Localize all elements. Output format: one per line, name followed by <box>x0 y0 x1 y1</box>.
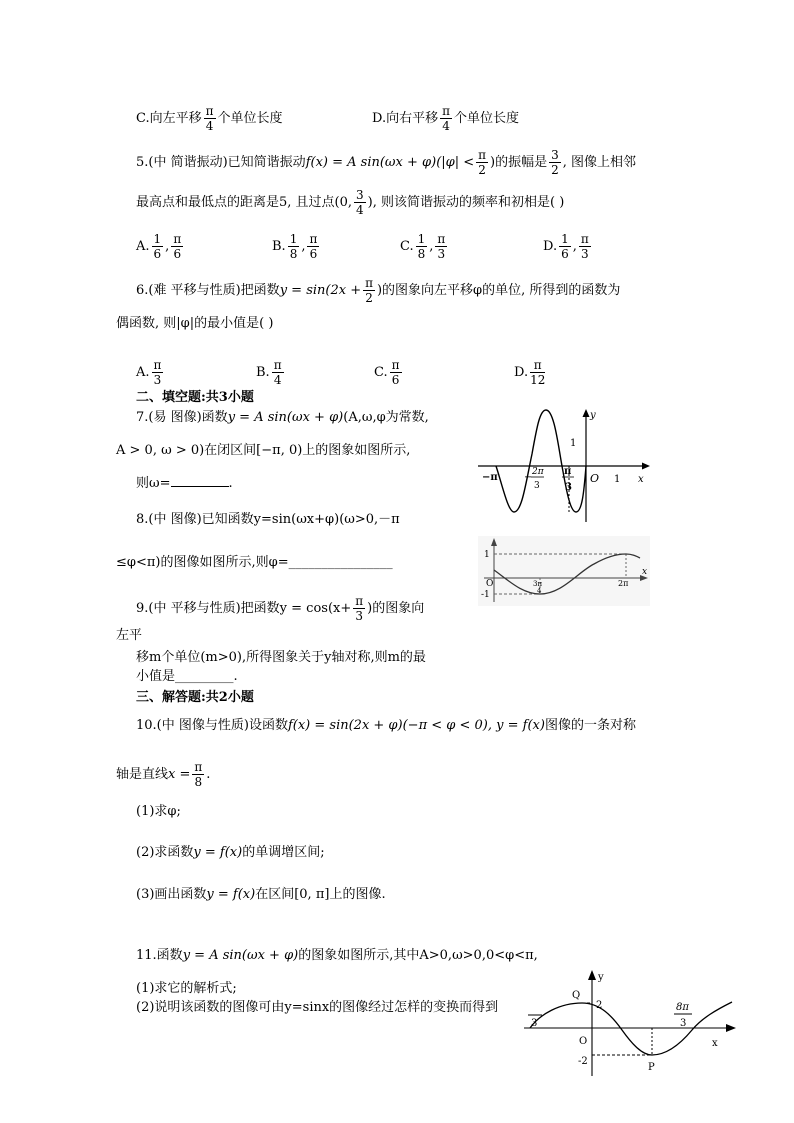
fig7-origin: O <box>590 472 600 485</box>
q7-line1: 7.(易 图像)函数y = A sin(ωx + φ)(A,ω,φ为常数, <box>136 410 429 425</box>
q6-option-c: C. $\frac{\pi}{6}$ <box>374 358 400 387</box>
fig7-pi-num: π <box>564 466 572 477</box>
q11-graph <box>520 966 742 1078</box>
q11-part2: (2)说明该函数的图像可由y=sinx的图像经过怎样的变换而得到 <box>136 1000 499 1015</box>
fig8-tick-b: 2π <box>618 579 629 588</box>
q4-option-d: D.向右平移 $\frac{\pi}{4}$ 个单位长度 <box>372 104 519 133</box>
q10-part2: (2)求函数y = f(x)的单调增区间; <box>136 845 325 860</box>
fig11-y-label: y <box>598 972 604 983</box>
q5-option-d: D. $\frac{1}{6}$ , $\frac{\pi}{3}$ <box>543 232 589 261</box>
q6-line2: 偶函数, 则|φ|的最小值是( ) <box>116 316 274 331</box>
fig8-origin: O <box>486 579 494 589</box>
fig7-x-label: x <box>638 474 644 485</box>
fig11-origin: O <box>579 1036 588 1047</box>
q11-line1: 11.函数y = A sin(ωx + φ)的图象如图所示,其中A>0,ω>0,0<φ<π, <box>136 948 538 963</box>
q5-option-b: B. $\frac{1}{8}$ , $\frac{\pi}{6}$ <box>272 232 318 261</box>
fig7-one-y: 1 <box>570 438 577 449</box>
fig7-pi-den: 3 <box>565 482 572 493</box>
q7-graph <box>474 404 654 526</box>
fig11-right-tick-den: 3 <box>680 1018 687 1029</box>
q10-line2: 轴是直线x = $\frac{\pi}{8}$ . <box>116 760 211 789</box>
fig7-2pi-num: 2π <box>532 467 544 477</box>
fig8-x-label: x <box>642 567 648 577</box>
q11-part1: (1)求它的解析式; <box>136 981 237 996</box>
section-2-heading: 二、填空题:共3小题 <box>136 390 254 405</box>
q5-option-a: A. $\frac{1}{6}$ , $\frac{\pi}{6}$ <box>136 232 182 261</box>
fig7-one-x: 1 <box>614 474 621 485</box>
q10-line1: 10.(中 图像与性质)设函数f(x) = sin(2x + φ)(−π < φ < 0), y = f(x)图像的一条对称 <box>136 718 636 733</box>
q5-line2: 最高点和最低点的距离是5, 且过点(0, $\frac{3}{4}$ ), 则该简谐振动的频率和初相是( ) <box>136 188 565 217</box>
fig11-right-tick-num: 8π <box>676 1002 689 1013</box>
q4-option-c: C.向左平移 $\frac{\pi}{4}$ 个单位长度 <box>136 104 283 133</box>
q6-option-d: D. $\frac{\pi}{12}$ <box>514 358 546 387</box>
fig11-x-label: x <box>712 1038 718 1049</box>
fig8-tick-a-den: 4 <box>537 587 542 595</box>
q9-line2: 左平 <box>116 628 143 643</box>
q9-line4: 小值是_________. <box>136 669 238 684</box>
fig11-left-tick-den: 3 <box>531 1018 538 1029</box>
q9-line1: 9.(中 平移与性质)把函数y = cos(x+ $\frac{\pi}{3}$ )的图象向 <box>136 594 425 623</box>
q8-line1: 8.(中 图像)已知函数y=sin(ωx+φ)(ω>0,－π <box>136 512 400 527</box>
q6-line1: 6.(难 平移与性质)把函数y = sin(2x + $\frac{\pi}{2}$ )的图象向左平移φ的单位, 所得到的函数为 <box>136 276 621 305</box>
q10-part3: (3)画出函数y = f(x)在区间[0, π]上的图像. <box>136 887 386 902</box>
q7-line3: 则ω= . <box>136 476 233 491</box>
q5-option-c: C. $\frac{1}{8}$ , $\frac{\pi}{3}$ <box>400 232 446 261</box>
fig8-one: 1 <box>484 550 490 560</box>
fig7-neg-pi: −π <box>482 472 498 483</box>
q6-option-a: A. $\frac{\pi}{3}$ <box>136 358 162 387</box>
fig7-y-label: y <box>590 410 596 421</box>
fig8-tick-a-num: 3π <box>533 580 543 588</box>
section-3-heading: 三、解答题:共2小题 <box>136 690 254 705</box>
q9-line3: 移m个单位(m>0),所得图象关于y轴对称,则m的最 <box>136 650 426 665</box>
fig11-p: P <box>648 1062 655 1073</box>
q7-line2: A > 0, ω > 0)在闭区间[−π, 0)上的图象如图所示, <box>116 443 411 458</box>
fig7-neg-sign: − <box>524 472 533 483</box>
q10-part1: (1)求φ; <box>136 804 181 819</box>
fig11-two: 2 <box>596 1000 603 1011</box>
fig8-neg-one: -1 <box>481 590 490 600</box>
q6-option-b: B. $\frac{\pi}{4}$ <box>256 358 282 387</box>
q5-line1: 5.(中 简谐振动)已知简谐振动f(x) = A sin(ωx + φ)(|φ| < $\frac{\pi}{2}$ )的振幅是 $\frac{3}{2}$ , 图像上相邻 <box>136 148 637 177</box>
q8-line2: ≤φ<π)的图像如图所示,则φ=________________ <box>116 555 393 570</box>
fig7-2pi-den: 3 <box>534 481 540 491</box>
fig11-neg-two: -2 <box>578 1056 588 1067</box>
fig11-q: Q <box>572 990 581 1001</box>
q8-graph <box>478 536 650 606</box>
